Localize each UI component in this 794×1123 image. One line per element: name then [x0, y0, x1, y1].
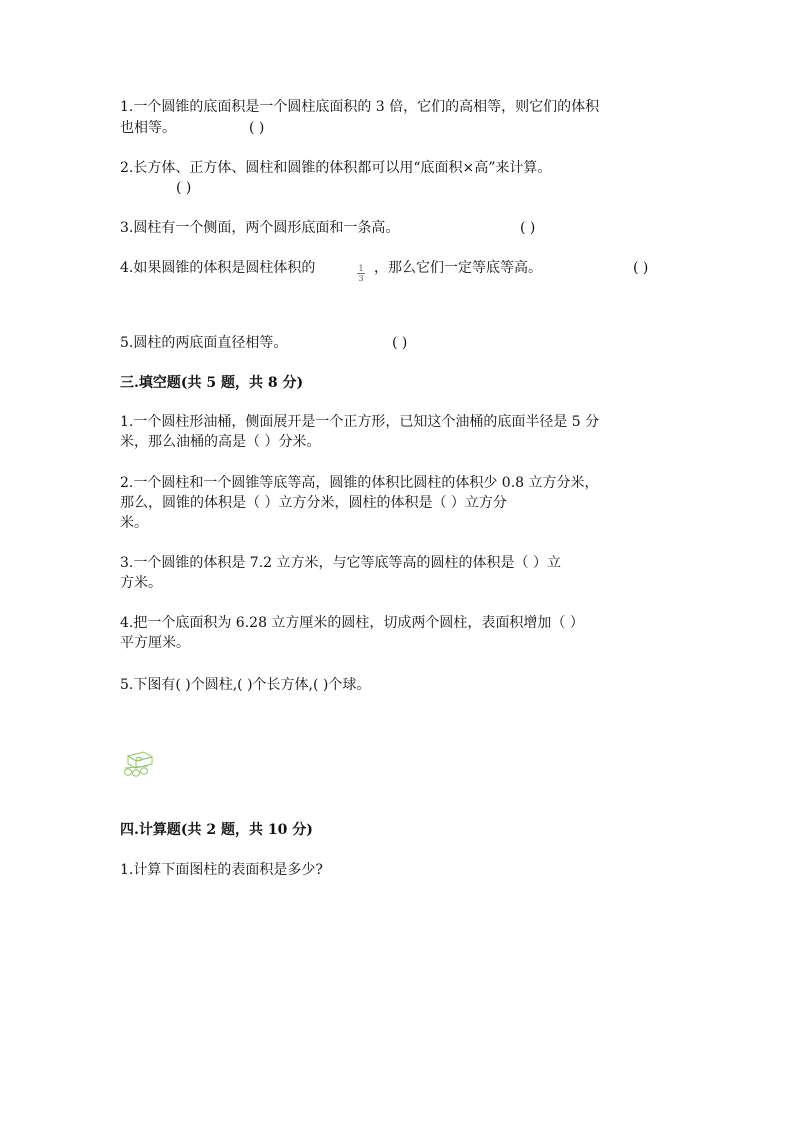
s3-q2-line3: 米。 [120, 515, 148, 531]
q1-answer-paren: ( ) [249, 120, 265, 136]
q5-line1: 5.圆柱的两底面直径相等。 [120, 335, 288, 351]
q4-line-pre: 4.如果圆锥的体积是圆柱体积的 [120, 260, 316, 276]
q2-answer-paren: ( ) [176, 180, 192, 196]
s4-q1-line1: 1.计算下面图柱的表面积是多少? [120, 862, 323, 878]
s3-q1-line2: 米，那么油桶的高是（ ）分米。 [120, 434, 321, 450]
fraction-denominator: 3 [358, 274, 364, 283]
q4-answer-paren: ( ) [633, 260, 649, 276]
s3-q5-line1: 5.下图有( )个圆柱,( )个长方体,( )个球。 [120, 677, 371, 693]
section4-title: 四.计算题(共 2 题，共 10 分) [120, 822, 313, 838]
s3-q4-line2: 平方厘米。 [120, 635, 190, 651]
section3-title: 三.填空题(共 5 题，共 8 分) [120, 375, 304, 391]
q3-answer-paren: ( ) [520, 220, 536, 236]
fraction-numerator: 1 [358, 264, 364, 273]
s3-q3-line1: 3.一个圆锥的体积是 7.2 立方米，与它等底等高的圆柱的体积是（ ）立 [120, 555, 561, 571]
figure-box-side [128, 756, 136, 768]
shapes-toy-figure [122, 748, 154, 778]
s3-q3-line2: 方米。 [120, 575, 162, 591]
figure-ball-middle [133, 770, 140, 776]
q2-line1: 2.长方体、正方体、圆柱和圆锥的体积都可以用“底面积×高”来计算。 [120, 160, 552, 176]
figure-ball-right [141, 768, 148, 774]
s3-q2-line1: 2.一个圆柱和一个圆锥等底等高，圆锥的体积比圆柱的体积少 0.8 立方分米， [120, 475, 599, 491]
s3-q1-line1: 1.一个圆柱形油桶，侧面展开是一个正方形，已知这个油桶的底面半径是 5 分 [120, 414, 600, 430]
q4-line-post: ，那么它们一定等底等高。 [374, 260, 542, 276]
figure-ball-left [125, 769, 132, 775]
q1-line2: 也相等。 [120, 120, 176, 136]
q5-answer-paren: ( ) [392, 335, 408, 351]
s3-q4-line1: 4.把一个底面积为 6.28 立方厘米的圆柱，切成两个圆柱，表面积增加（ ） [120, 615, 584, 631]
one-third-fraction [356, 264, 366, 283]
q3-line1: 3.圆柱有一个侧面，两个圆形底面和一条高。 [120, 220, 400, 236]
figure-cylinder-top [136, 757, 142, 760]
s3-q2-line2: 那么，圆锥的体积是（ ）立方分米，圆柱的体积是（ ）立方分 [120, 495, 507, 511]
q1-line1: 1.一个圆锥的底面积是一个圆柱底面积的 3 倍，它们的高相等，则它们的体积 [120, 99, 600, 115]
